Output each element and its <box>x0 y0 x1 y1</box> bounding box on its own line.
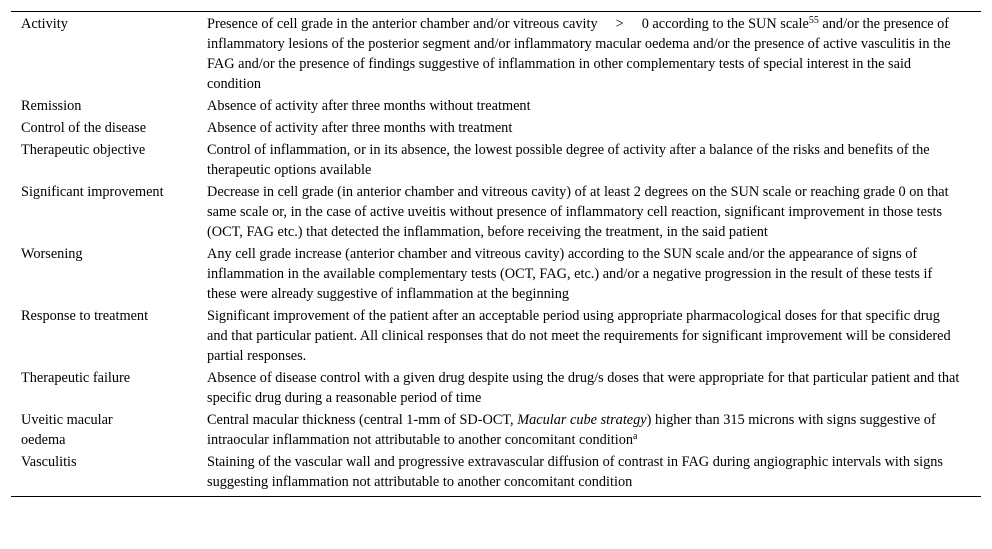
term-cell: Therapeutic failure <box>21 370 131 386</box>
definition-cell: Any cell grade increase (anterior chamber and vitreous cavity) according to the SUN scale and/or the appearance of signs of inflammation in the available complementary tests (OCT, FAG, etc.) and/or a negative progression in the result of these tests if these were already suggestive of inflammation at the beginning <box>207 246 933 302</box>
definition-text: and/or the presence of inflammatory lesions of the posterior segment and/or inflammatory macular oedema and/or the presence of active vasculitis in the FAG and/or the presence of findings suggestive of inflammation in other complementary tests of special interest in the said condition <box>207 16 951 92</box>
definition-cell <box>207 409 981 451</box>
definition-cell: Absence of activity after three months with treatment <box>207 120 513 136</box>
table-row-vasculitis <box>11 451 981 496</box>
table-row-therapeutic-failure <box>11 367 981 409</box>
term-cell: Therapeutic objective <box>21 142 146 158</box>
term-cell: Worsening <box>21 246 83 262</box>
term-cell: Activity <box>21 16 68 32</box>
definition-cell: Decrease in cell grade (in anterior chamber and vitreous cavity) of at least 2 degrees on the SUN scale or reaching grade 0 on that same scale or, in the case of active uveitis without presence of inflammatory cell reaction, significant improvement in those tests (OCT, FAG etc.) that detected the inflammation, before receiving the treatment, in the said patient <box>207 184 949 240</box>
greater-than-symbol: > <box>615 16 624 32</box>
table-row-significant-improvement <box>11 181 981 243</box>
table-row-worsening <box>11 243 981 305</box>
definition-cell: Absence of disease control with a given drug despite using the drug/s doses that were appropriate for that particular patient and that specific drug during a reasonable period of time <box>207 370 960 406</box>
definition-text: 0 according to the SUN scale <box>641 16 809 32</box>
term-cell: Control of the disease <box>21 120 147 136</box>
definition-cell: Absence of activity after three months without treatment <box>207 98 531 114</box>
definitions-table <box>11 12 981 496</box>
definitions-table-container <box>11 11 981 497</box>
term-cell: Uveitic macular oedema <box>21 412 113 448</box>
term-cell: Response to treatment <box>21 308 149 324</box>
definition-text: Presence of cell grade in the anterior chamber and/or vitreous cavity <box>207 16 598 32</box>
definition-text: Central macular thickness (central 1-mm of SD-OCT, <box>207 412 518 428</box>
term-cell: Remission <box>21 98 82 114</box>
table-row-response-to-treatment <box>11 305 981 367</box>
definition-cell: Staining of the vascular wall and progressive extravascular diffusion of contrast in FAG during angiographic intervals with signs suggesting inflammation not attributable to another concomitant condition <box>207 454 943 490</box>
term-cell: Vasculitis <box>21 454 77 470</box>
definition-italic-text: Macular cube strategy <box>517 412 647 428</box>
table-row-uveitic-macular-oedema <box>11 409 981 451</box>
table-row-remission <box>11 95 981 117</box>
definition-cell <box>207 12 981 95</box>
definition-cell: Significant improvement of the patient after an acceptable period using appropriate pharmacological doses for that specific drug and that particular patient. All clinical responses that do not meet the requirements for significant improvement will be considered partial responses. <box>207 308 951 364</box>
definition-text: ) higher than 315 microns with signs suggestive of intraocular inflammation not attributable to another concomitant condition <box>207 412 936 448</box>
term-cell: Significant improvement <box>21 184 164 200</box>
definition-cell: Control of inflammation, or in its absence, the lowest possible degree of activity after a balance of the risks and benefits of the therapeutic options available <box>207 142 930 178</box>
reference-superscript: 55 <box>808 15 819 26</box>
table-row-therapeutic-objective <box>11 139 981 181</box>
table-row-activity <box>11 12 981 95</box>
table-row-control-of-the-disease <box>11 117 981 139</box>
footnote-superscript: a <box>633 431 638 442</box>
